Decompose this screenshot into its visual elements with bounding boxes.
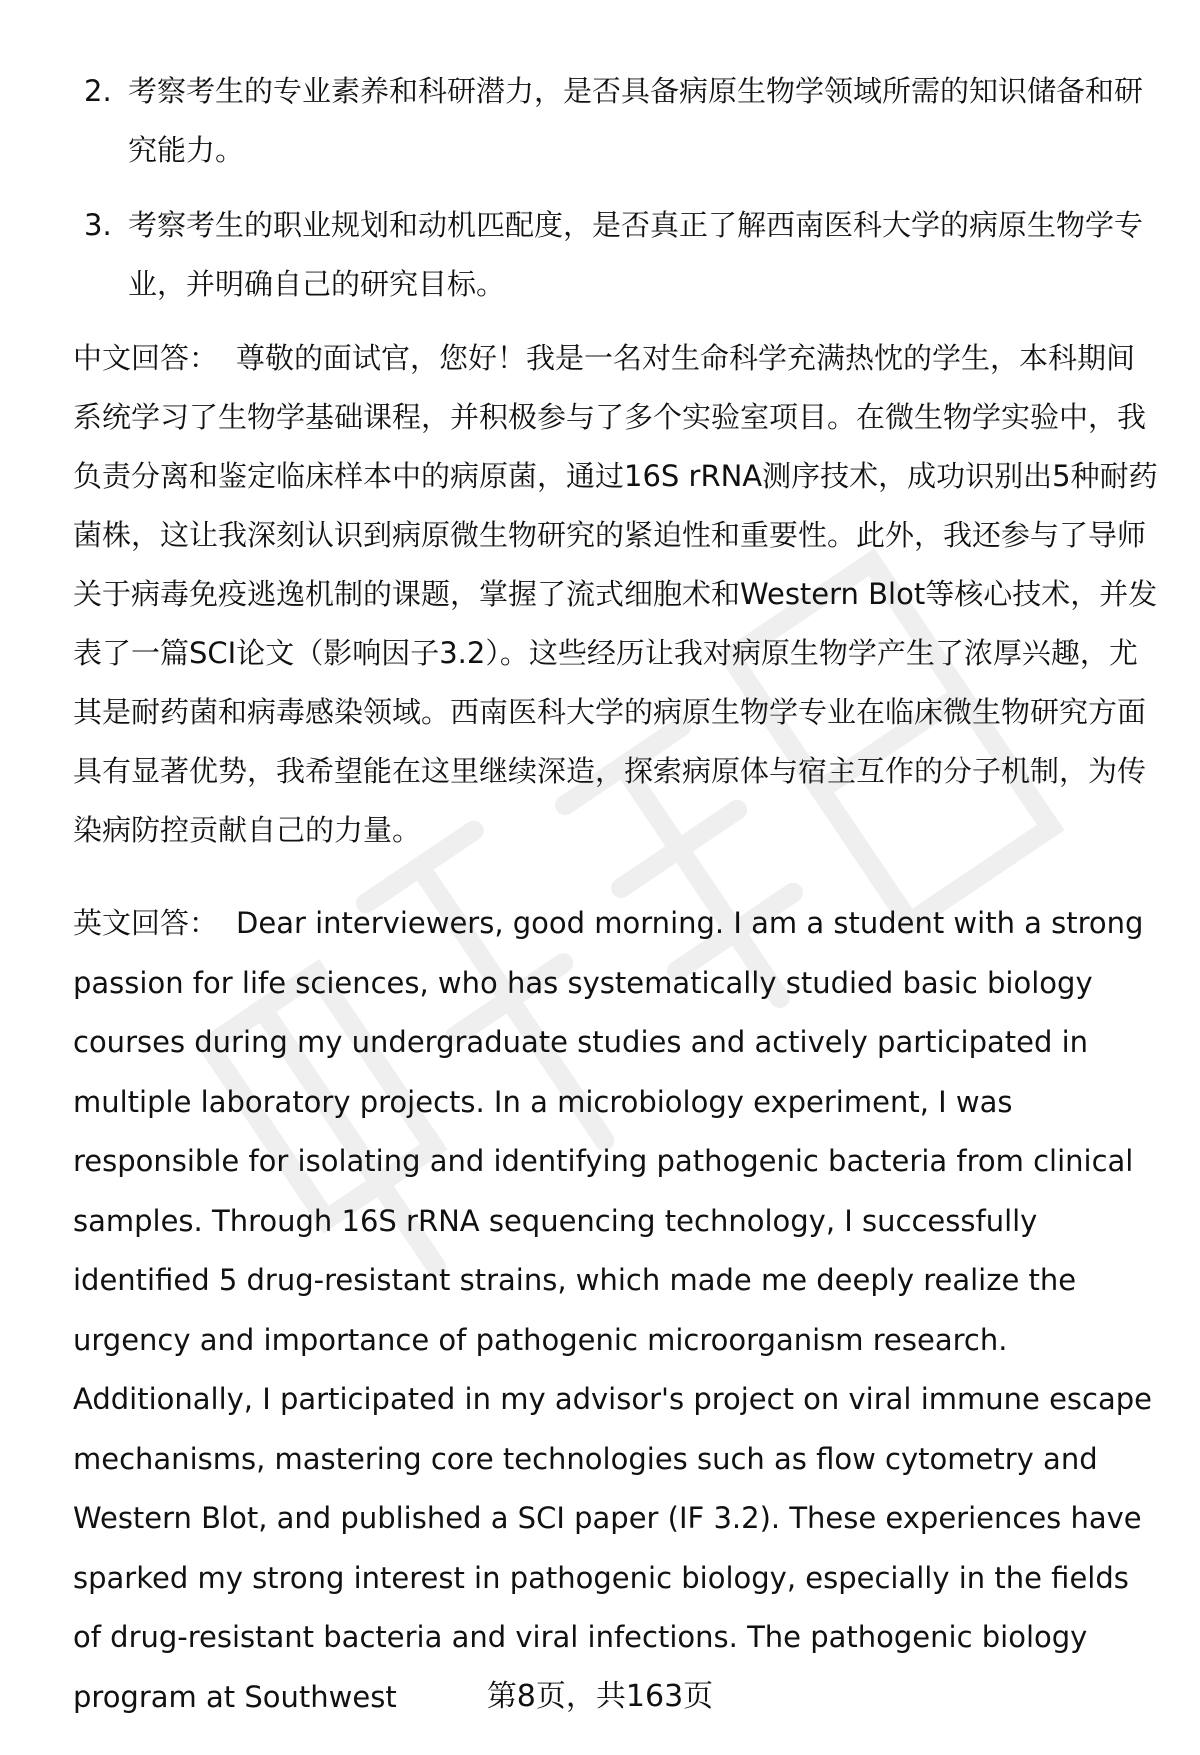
objective-list: [84, 62, 1144, 330]
list-text: 考察考生的职业规划和动机匹配度，是否真正了解西南医科大学的病原生物学专业，并明确自己的研究目标。: [128, 208, 1144, 301]
chinese-answer: [73, 329, 1163, 860]
list-number: 2.: [84, 74, 112, 108]
english-answer-text: Dear interviewers, good morning. I am a student with a strong passion for life sciences, who has systematically studied basic biology courses during my undergraduate studies and actively participated in multiple laboratory projects. In a microbiology experiment, I was responsible for isolating and identifying pathogenic bacteria from clinical samples. Through 16S rRNA sequencing technology, I successfully identified 5 drug-resistant strains, which made me deeply realize the urgency and importance of pathogenic microorganism research. Additionally, I participated in my advisor's project on viral immune escape mechanisms, mastering core technologies such as flow cytometry and Western Blot, and published a SCI paper (IF 3.2). These experiences have sparked my strong interest in pathogenic biology, especially in the fields of drug-resistant bacteria and viral infections. The pathogenic biology program at Southwest: [73, 906, 1153, 1714]
page-footer: [0, 1675, 1200, 1719]
list-item: [84, 62, 1144, 180]
page-number: 第8页，共163页: [486, 1679, 714, 1714]
list-item: [84, 196, 1144, 314]
list-number: 3.: [84, 208, 112, 242]
chinese-answer-text: 尊敬的面试官，您好！我是一名对生命科学充满热忱的学生，本科期间系统学习了生物学基础课程，并积极参与了多个实验室项目。在微生物学实验中，我负责分离和鉴定临床样本中的病原菌，通过16S rRNA测序技术，成功识别出5种耐药菌株，这让我深刻认识到病原微生物研究的紧迫性和重要性。此外，我还参与了导师关于病毒免疫逃逸机制的课题，掌握了流式细胞术和Western Blot等核心技术，并发表了一篇SCI论文（影响因子3.2）。这些经历让我对病原生物学产生了浓厚兴趣，尤其是耐药菌和病毒感染领域。西南医科大学的病原生物学专业在临床微生物研究方面具有显著优势，我希望能在这里继续深造，探索病原体与宿主互作的分子机制，为传染病防控贡献自己的力量。: [73, 341, 1158, 847]
list-text: 考察考生的专业素养和科研潜力，是否具备病原生物学领域所需的知识储备和研究能力。: [128, 74, 1144, 167]
chinese-answer-label: 中文回答：: [73, 341, 219, 375]
english-answer-label: 英文回答：: [73, 906, 219, 940]
english-answer: [73, 894, 1163, 1727]
